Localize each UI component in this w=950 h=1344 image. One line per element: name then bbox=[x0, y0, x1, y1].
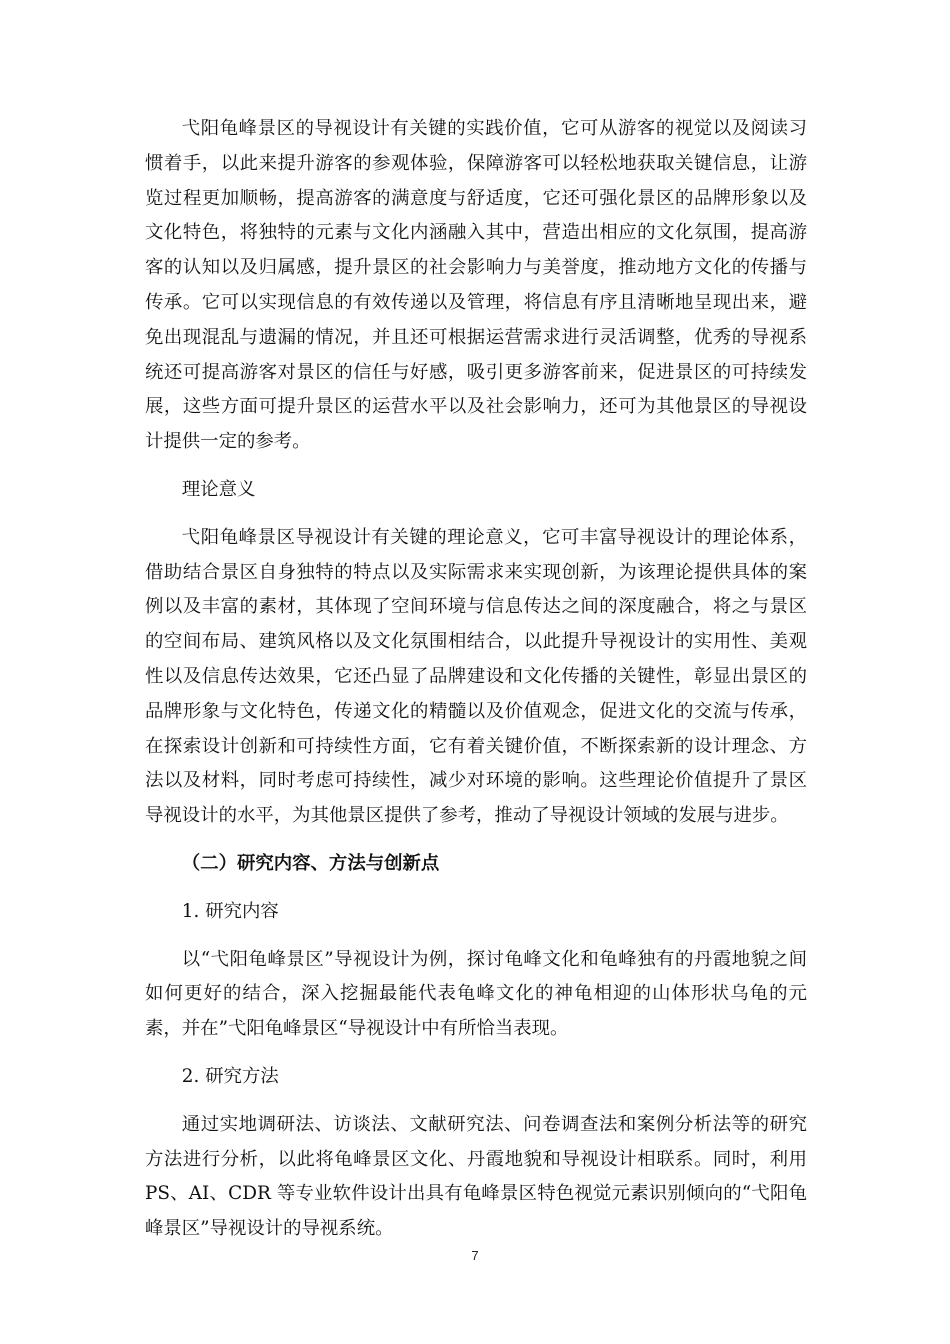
paragraph-spacer bbox=[145, 834, 807, 847]
paragraph-spacer bbox=[145, 460, 807, 473]
paragraph-spacer bbox=[145, 882, 807, 895]
research-content-heading: 1. 研究内容 bbox=[181, 900, 279, 922]
paragraph-spacer bbox=[145, 1047, 807, 1060]
page-number: 7 bbox=[471, 1248, 479, 1263]
paragraph-spacer bbox=[145, 930, 807, 943]
theory-significance-heading: 理论意义 bbox=[181, 478, 256, 500]
document-body bbox=[145, 112, 807, 1247]
paragraph-spacer bbox=[145, 508, 807, 521]
paragraph-spacer bbox=[145, 1095, 807, 1108]
theory-significance-paragraph: 弋阳龟峰景区导视设计有关键的理论意义，它可丰富导视设计的理论体系，借助结合景区自身独特的特点以及实际需求来实现创新，为该理论提供具体的案例以及丰富的素材，其体现了空间环境与信息传达之间的深度融合，将之与景区的空间布局、建筑风格以及文化氛围相结合，以此提升导视设计的实用性、美观性以及信息传达效果，它还凸显了品牌建设和文化传播的关键性，彰显出景区的品牌形象与文化特色，传递文化的精髓以及价值观念，促进文化的交流与传承，在探索设计创新和可持续性方面，它有着关键价值，不断探索新的设计理念、方法以及材料，同时考虑可持续性，减少对环境的影响。这些理论价值提升了景区导视设计的水平，为其他景区提供了参考，推动了导视设计领域的发展与进步。 bbox=[145, 526, 807, 827]
research-content-paragraph: 以“弋阳龟峰景区”导视设计为例，探讨龟峰文化和龟峰独有的丹霞地貌之间如何更好的结合，深入挖掘最能代表龟峰文化的神龟相迎的山体形状乌龟的元素，并在”弋阳龟峰景区“导视设计中有所恰当表现。 bbox=[145, 948, 807, 1040]
research-method-heading: 2. 研究方法 bbox=[181, 1065, 279, 1087]
practical-value-paragraph: 弋阳龟峰景区的导视设计有关键的实践价值，它可从游客的视觉以及阅读习惯着手，以此来提升游客的参观体验，保障游客可以轻松地获取关键信息，让游览过程更加顺畅，提高游客的满意度与舒适度，它还可强化景区的品牌形象以及文化特色，将独特的元素与文化内涵融入其中，营造出相应的文化氛围，提高游客的认知以及归属感，提升景区的社会影响力与美誉度，推动地方文化的传播与传承。它可以实现信息的有效传递以及管理，将信息有序且清晰地呈现出来，避免出现混乱与遗漏的情况，并且还可根据运营需求进行灵活调整，优秀的导视系统还可提高游客对景区的信任与好感，吸引更多游客前来，促进景区的可持续发展，这些方面可提升景区的运营水平以及社会影响力，还可为其他景区的导视设计提供一定的参考。 bbox=[145, 118, 807, 453]
section-heading: （二）研究内容、方法与创新点 bbox=[181, 852, 440, 874]
research-method-paragraph: 通过实地调研法、访谈法、文献研究法、问卷调查法和案例分析法等的研究方法进行分析，以此将龟峰景区文化、丹霞地貌和导视设计相联系。同时，利用 PS、AI、CDR 等专业软件设计出具有龟峰景区特色视觉元素识别倾向的“弋阳龟峰景区”导视设计的导视系统。 bbox=[145, 1113, 807, 1240]
